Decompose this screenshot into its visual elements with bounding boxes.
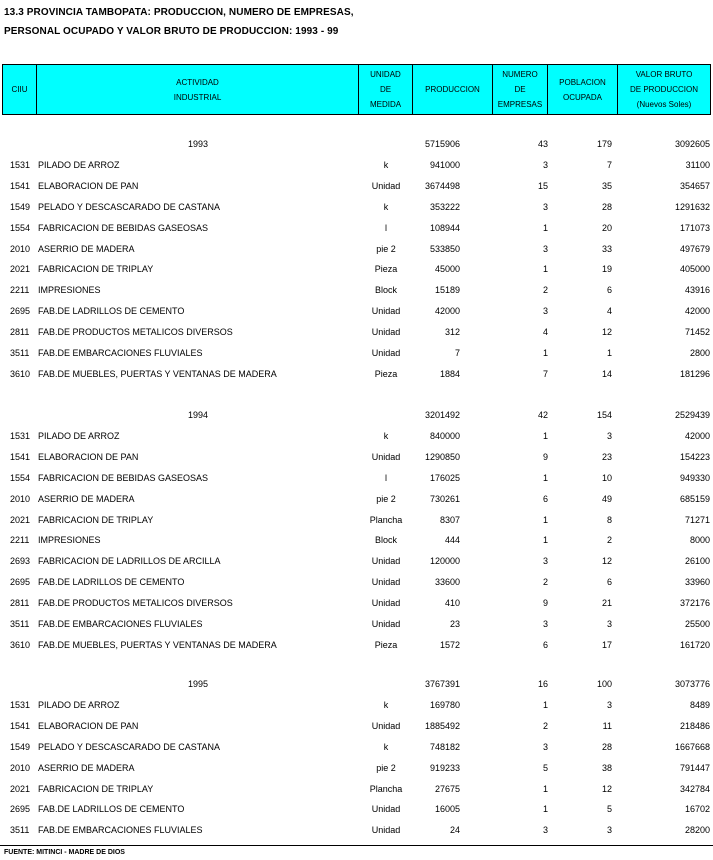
numero-cell: 5 [542, 762, 548, 773]
actividad-cell: FABRICACION DE TRIPLAY [38, 783, 154, 794]
produccion-cell: 24 [449, 825, 460, 836]
valor-cell: 42000 [684, 306, 710, 317]
actividad-cell: FAB.DE LADRILLOS DE CEMENTO [38, 306, 185, 317]
actividad-cell: FABRICACION DE LADRILLOS DE ARCILLA [38, 556, 221, 567]
ciiu-cell: 2695 [10, 306, 31, 317]
unidad-cell: Unidad [371, 306, 401, 317]
numero-cell: 3 [542, 159, 548, 170]
poblacion-cell: 2 [606, 535, 612, 546]
ciiu-cell: 3511 [10, 348, 30, 358]
poblacion-cell: 23 [601, 451, 612, 462]
produccion-cell: 410 [444, 598, 460, 609]
year-total-row [0, 139, 713, 153]
valor-cell: 2529439 [674, 410, 710, 420]
poblacion-cell: 17 [601, 639, 612, 650]
valor-cell: 949330 [679, 472, 710, 483]
ciiu-cell: 1541 [10, 720, 31, 731]
unidad-cell: pie 2 [376, 762, 396, 773]
valor-cell: 171073 [679, 222, 710, 233]
ciiu-cell: 2010 [10, 243, 31, 254]
actividad-cell: PELADO Y DESCASCARADO DE CASTANA [38, 201, 221, 212]
ciiu-cell: 3610 [10, 368, 31, 379]
ciiu-cell: 2811 [10, 327, 30, 338]
actividad-cell: ELABORACION DE PAN [38, 180, 139, 191]
header-produccion: PRODUCCION [413, 65, 493, 114]
poblacion-cell: 3 [606, 430, 612, 441]
table-row [0, 577, 713, 591]
poblacion-cell: 33 [601, 243, 612, 254]
produccion-cell: 3767391 [424, 679, 460, 689]
produccion-cell: 33600 [434, 577, 460, 588]
produccion-cell: 840000 [429, 430, 460, 441]
table-header [2, 64, 711, 115]
numero-cell: 3 [542, 556, 548, 567]
poblacion-cell: 20 [601, 222, 612, 233]
actividad-cell: ELABORACION DE PAN [38, 451, 139, 462]
valor-cell: 31100 [685, 159, 710, 170]
poblacion-cell: 179 [596, 139, 612, 149]
actividad-cell: FAB.DE LADRILLOS DE CEMENTO [38, 577, 185, 588]
produccion-cell: 176025 [429, 472, 460, 483]
year-total-row [0, 679, 713, 693]
actividad-cell: IMPRESIONES [38, 535, 101, 546]
numero-cell: 2 [542, 720, 548, 731]
year-total-row [0, 410, 713, 424]
valor-cell: 71452 [684, 327, 710, 338]
produccion-cell: 8307 [439, 514, 460, 525]
unidad-cell: pie 2 [376, 493, 396, 504]
numero-cell: 1 [542, 348, 548, 358]
poblacion-cell: 5 [606, 804, 612, 815]
ciiu-cell: 3511 [10, 825, 30, 836]
ciiu-cell: 1541 [10, 180, 31, 191]
valor-cell: 8000 [689, 535, 710, 546]
unidad-cell: l [385, 472, 387, 483]
poblacion-cell: 19 [601, 264, 612, 275]
table-row [0, 700, 713, 714]
numero-cell: 6 [542, 493, 548, 504]
poblacion-cell: 12 [601, 783, 612, 794]
ciiu-cell: 1549 [10, 201, 31, 212]
valor-cell: 3073776 [674, 679, 710, 689]
table-row [0, 244, 713, 258]
produccion-cell: 42000 [434, 306, 460, 317]
produccion-cell: 7 [454, 348, 460, 358]
produccion-cell: 312 [444, 327, 460, 338]
numero-cell: 2 [542, 577, 548, 588]
ciiu-cell: 1531 [10, 159, 31, 170]
table-row [0, 640, 713, 654]
header-numero: NUMERO DE EMPRESAS [493, 65, 548, 114]
poblacion-cell: 14 [601, 368, 612, 379]
poblacion-cell: 6 [606, 285, 612, 296]
unidad-cell: Pieza [374, 639, 398, 650]
valor-cell: 181296 [679, 368, 710, 379]
actividad-cell: FABRICACION DE TRIPLAY [38, 514, 154, 525]
numero-cell: 6 [542, 639, 548, 650]
valor-cell: 3092605 [674, 139, 710, 149]
header-poblacion: POBLACION OCUPADA [548, 65, 618, 114]
actividad-cell: FABRICACION DE BEBIDAS GASEOSAS [38, 222, 209, 233]
numero-cell: 16 [537, 679, 548, 689]
table-row [0, 598, 713, 612]
numero-cell: 2 [542, 285, 548, 296]
poblacion-cell: 12 [601, 327, 612, 338]
poblacion-cell: 28 [601, 201, 612, 212]
year-cell: 1993 [188, 139, 209, 149]
ciiu-cell: 2695 [10, 577, 31, 588]
poblacion-cell: 6 [606, 577, 612, 588]
table-row [0, 306, 713, 320]
poblacion-cell: 3 [606, 619, 612, 629]
ciiu-cell: 2021 [10, 783, 31, 794]
produccion-cell: 941000 [429, 159, 460, 170]
produccion-cell: 444 [444, 535, 460, 546]
numero-cell: 1 [542, 783, 548, 794]
actividad-cell: FAB.DE MUEBLES, PUERTAS Y VENTANAS DE MADERA [38, 368, 277, 379]
table-row [0, 742, 713, 756]
table-row [0, 369, 713, 383]
ciiu-cell: 1541 [10, 451, 31, 462]
valor-cell: 1667668 [674, 741, 710, 752]
poblacion-cell: 3 [606, 699, 612, 710]
unidad-cell: k [383, 201, 389, 212]
numero-cell: 4 [542, 327, 548, 338]
ciiu-cell: 2021 [10, 264, 31, 275]
ciiu-cell: 1554 [10, 222, 31, 233]
unidad-cell: Plancha [369, 514, 403, 525]
valor-cell: 71271 [684, 514, 710, 525]
unidad-cell: Unidad [371, 598, 401, 609]
table-row [0, 160, 713, 174]
poblacion-cell: 35 [601, 180, 612, 191]
produccion-cell: 5715906 [424, 139, 460, 149]
actividad-cell: ASERRIO DE MADERA [38, 762, 135, 773]
actividad-cell: ELABORACION DE PAN [38, 720, 139, 731]
produccion-cell: 730261 [429, 493, 460, 504]
produccion-cell: 108944 [429, 222, 460, 233]
poblacion-cell: 10 [601, 472, 612, 483]
numero-cell: 1 [542, 535, 548, 546]
table-row [0, 784, 713, 798]
unidad-cell: Unidad [371, 825, 401, 836]
numero-cell: 1 [542, 514, 548, 525]
unidad-cell: Unidad [371, 619, 401, 629]
poblacion-cell: 100 [596, 679, 612, 689]
valor-cell: 28200 [684, 825, 710, 836]
ciiu-cell: 2211 [10, 285, 30, 296]
actividad-cell: PILADO DE ARROZ [38, 430, 120, 441]
numero-cell: 7 [542, 368, 548, 379]
footer-rule [0, 845, 713, 846]
unidad-cell: Unidad [371, 451, 401, 462]
produccion-cell: 45000 [434, 264, 460, 275]
numero-cell: 9 [542, 598, 548, 609]
table-row [0, 285, 713, 299]
produccion-cell: 353222 [429, 201, 460, 212]
valor-cell: 33960 [684, 577, 710, 588]
table-row [0, 515, 713, 529]
unidad-cell: k [383, 159, 389, 170]
table-row [0, 804, 713, 818]
unidad-cell: Pieza [374, 264, 398, 275]
ciiu-cell: 2021 [10, 514, 31, 525]
year-cell: 1994 [188, 410, 209, 420]
table-row [0, 452, 713, 466]
unidad-cell: Block [374, 285, 397, 296]
numero-cell: 3 [542, 243, 548, 254]
table-row [0, 264, 713, 278]
actividad-cell: FABRICACION DE BEBIDAS GASEOSAS [38, 472, 209, 483]
valor-cell: 16702 [684, 804, 710, 815]
produccion-cell: 1884 [439, 368, 460, 379]
header-valor: VALOR BRUTO DE PRODUCCION (Nuevos Soles) [629, 70, 698, 109]
table-row [0, 181, 713, 195]
poblacion-cell: 38 [601, 762, 612, 773]
poblacion-cell: 49 [601, 493, 612, 504]
produccion-cell: 1885492 [424, 720, 460, 731]
poblacion-cell: 4 [606, 306, 612, 317]
valor-cell: 43916 [684, 285, 710, 296]
actividad-cell: ASERRIO DE MADERA [38, 493, 135, 504]
poblacion-cell: 21 [601, 598, 612, 609]
unidad-cell: Unidad [371, 327, 401, 338]
poblacion-cell: 12 [601, 556, 612, 567]
numero-cell: 9 [542, 451, 548, 462]
unidad-cell: pie 2 [376, 243, 396, 254]
valor-cell: 1291632 [674, 201, 710, 212]
actividad-cell: FABRICACION DE TRIPLAY [38, 264, 154, 275]
valor-cell: 218486 [679, 720, 710, 731]
table-row [0, 535, 713, 549]
numero-cell: 3 [542, 825, 548, 836]
ciiu-cell: 1554 [10, 472, 31, 483]
valor-cell: 354657 [679, 180, 710, 191]
unidad-cell: Pieza [374, 368, 398, 379]
actividad-cell: FAB.DE EMBARCACIONES FLUVIALES [38, 825, 203, 836]
unidad-cell: k [383, 741, 389, 752]
ciiu-cell: 1531 [10, 430, 31, 441]
unidad-cell: Unidad [371, 348, 401, 358]
valor-cell: 25500 [684, 619, 710, 629]
table-row [0, 223, 713, 237]
ciiu-cell: 2693 [10, 556, 31, 567]
poblacion-cell: 1 [606, 348, 612, 358]
valor-cell: 685159 [679, 493, 710, 504]
header-actividad: ACTIVIDAD INDUSTRIAL [37, 65, 359, 114]
valor-cell: 2800 [689, 348, 710, 358]
ciiu-cell: 3511 [10, 619, 30, 629]
unidad-cell: Plancha [369, 783, 403, 794]
actividad-cell: ASERRIO DE MADERA [38, 243, 135, 254]
numero-cell: 3 [542, 741, 548, 752]
poblacion-cell: 3 [606, 825, 612, 836]
poblacion-cell: 8 [606, 514, 612, 525]
poblacion-cell: 7 [606, 159, 612, 170]
table-row [0, 556, 713, 570]
unidad-cell: Unidad [371, 804, 401, 815]
produccion-cell: 1290850 [424, 451, 460, 462]
header-unidad: UNIDAD DE MEDIDA [359, 65, 413, 114]
actividad-cell: FAB.DE EMBARCACIONES FLUVIALES [38, 619, 203, 629]
produccion-cell: 1572 [439, 639, 460, 650]
unidad-cell: Unidad [371, 180, 401, 191]
actividad-cell: FAB.DE MUEBLES, PUERTAS Y VENTANAS DE MADERA [38, 639, 277, 650]
actividad-cell: IMPRESIONES [38, 285, 101, 296]
valor-cell: 8489 [689, 699, 710, 710]
actividad-cell: FAB.DE LADRILLOS DE CEMENTO [38, 804, 185, 815]
valor-cell: 26100 [684, 556, 710, 567]
actividad-cell: PELADO Y DESCASCARADO DE CASTANA [38, 741, 221, 752]
produccion-cell: 23 [449, 619, 460, 629]
valor-cell: 791447 [679, 762, 710, 773]
table-row [0, 202, 713, 216]
numero-cell: 1 [542, 222, 548, 233]
produccion-cell: 15189 [434, 285, 460, 296]
ciiu-cell: 2211 [10, 535, 30, 546]
unidad-cell: Unidad [371, 577, 401, 588]
produccion-cell: 120000 [429, 556, 460, 567]
table-row [0, 494, 713, 508]
numero-cell: 1 [542, 264, 548, 275]
actividad-cell: FAB.DE PRODUCTOS METALICOS DIVERSOS [38, 598, 233, 609]
ciiu-cell: 2010 [10, 493, 31, 504]
produccion-cell: 3201492 [424, 410, 460, 420]
produccion-cell: 533850 [429, 243, 460, 254]
valor-cell: 161720 [679, 639, 710, 650]
valor-cell: 154223 [679, 451, 710, 462]
actividad-cell: FAB.DE PRODUCTOS METALICOS DIVERSOS [38, 327, 233, 338]
produccion-cell: 919233 [429, 762, 460, 773]
table-row [0, 327, 713, 341]
year-cell: 1995 [188, 679, 209, 689]
valor-cell: 42000 [684, 430, 710, 441]
unidad-cell: k [383, 430, 389, 441]
numero-cell: 43 [537, 139, 548, 149]
ciiu-cell: 1549 [10, 741, 31, 752]
table-row [0, 763, 713, 777]
table-row [0, 619, 713, 633]
ciiu-cell: 2010 [10, 762, 31, 773]
numero-cell: 3 [542, 619, 548, 629]
table-row [0, 825, 713, 839]
valor-cell: 342784 [679, 783, 710, 794]
produccion-cell: 27675 [434, 783, 460, 794]
table-row [0, 431, 713, 445]
poblacion-cell: 11 [602, 720, 612, 731]
poblacion-cell: 154 [596, 410, 612, 420]
actividad-cell: PILADO DE ARROZ [38, 159, 120, 170]
ciiu-cell: 3610 [10, 639, 31, 650]
table-row [0, 348, 713, 362]
numero-cell: 3 [542, 201, 548, 212]
numero-cell: 15 [537, 180, 548, 191]
produccion-cell: 748182 [429, 741, 460, 752]
table-title-line2: PERSONAL OCUPADO Y VALOR BRUTO DE PRODUCCION: 1993 - 99 [4, 26, 339, 37]
actividad-cell: FAB.DE EMBARCACIONES FLUVIALES [38, 348, 203, 358]
unidad-cell: l [385, 222, 387, 233]
valor-cell: 405000 [679, 264, 710, 275]
source-note: FUENTE: MITINCI - MADRE DE DIOS [4, 849, 125, 856]
table-title-line1: 13.3 PROVINCIA TAMBOPATA: PRODUCCION, NUMERO DE EMPRESAS, [4, 7, 354, 18]
numero-cell: 1 [542, 699, 548, 710]
ciiu-cell: 2811 [10, 598, 30, 609]
numero-cell: 1 [542, 430, 548, 441]
produccion-cell: 3674498 [424, 180, 460, 191]
ciiu-cell: 1531 [10, 699, 31, 710]
table-row [0, 721, 713, 735]
numero-cell: 1 [542, 472, 548, 483]
valor-cell: 497679 [679, 243, 710, 254]
numero-cell: 3 [542, 306, 548, 317]
unidad-cell: Unidad [371, 720, 401, 731]
valor-cell: 372176 [679, 598, 710, 609]
poblacion-cell: 28 [601, 741, 612, 752]
unidad-cell: Block [374, 535, 397, 546]
produccion-cell: 16005 [434, 804, 460, 815]
unidad-cell: k [383, 699, 389, 710]
unidad-cell: Unidad [371, 556, 401, 567]
numero-cell: 42 [537, 410, 548, 420]
ciiu-cell: 2695 [10, 804, 31, 815]
header-ciiu: CIIU [3, 65, 37, 114]
actividad-cell: PILADO DE ARROZ [38, 699, 120, 710]
numero-cell: 1 [542, 804, 548, 815]
produccion-cell: 169780 [429, 699, 460, 710]
table-row [0, 473, 713, 487]
